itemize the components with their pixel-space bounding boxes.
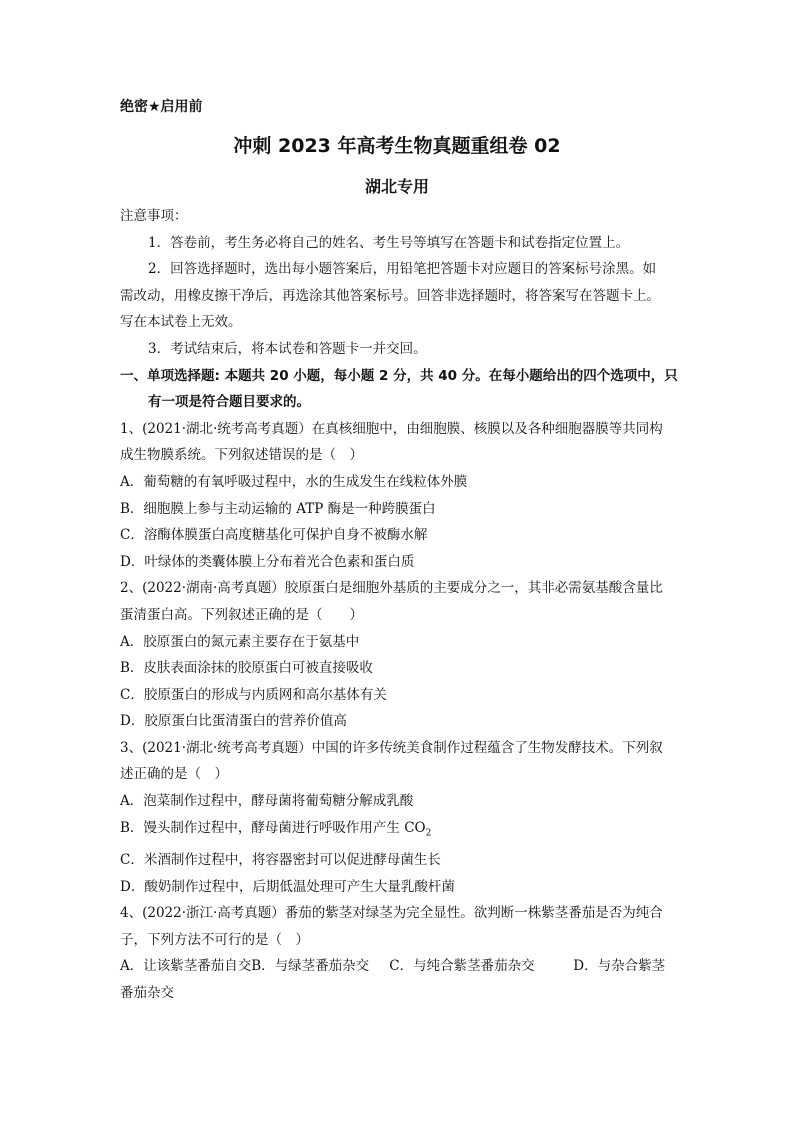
question-3-option-b (120, 815, 680, 847)
question-3-stem-line-2: 述正确的是（ ） (120, 766, 228, 783)
question-1-option-c: C．溶酶体膜蛋白高度糖基化可保护自身不被酶水解 (120, 527, 428, 544)
question-1-stem-line-2: 成生物膜系统。下列叙述错误的是（ ） (120, 447, 363, 464)
question-1-option-b: B．细胞膜上参与主动运输的 ATP 酶是一种跨膜蛋白 (120, 500, 436, 517)
question-4-option-c: C．与纯合紫茎番茄杂交 (389, 958, 535, 975)
question-3-option-a: A．泡菜制作过程中，酵母菌将葡萄糖分解成乳酸 (120, 793, 414, 810)
question-1-stem-line-1: 1、(2021·湖北·统考高考真题）在真核细胞中，由细胞膜、核膜以及各种细胞器膜等共同构 (120, 420, 663, 437)
question-4-stem-line-2: 子，下列方法不可行的是（ ） (120, 931, 309, 948)
question-3-option-d: D．酸奶制作过程中，后期低温处理可产生大量乳酸杆菌 (120, 878, 455, 895)
section-heading-line-2: 有一项是符合题目要求的。 (148, 394, 310, 411)
question-2-stem-line-1: 2、(2022·湖南·高考真题）胶原蛋白是细胞外基质的主要成分之一，其非必需氨基酸含量比 (120, 580, 663, 597)
question-4-option-b: B．与绿茎番茄杂交 (251, 958, 370, 975)
question-4-option-d: D．与杂合紫茎 (573, 958, 666, 975)
question-1-option-d: D．叶绿体的类囊体膜上分布着光合色素和蛋白质 (120, 553, 415, 570)
question-2-option-c: C．胶原蛋白的形成与内质网和高尔基体有关 (120, 686, 387, 703)
question-4-option-a: A．让该紫茎番茄自交 (120, 958, 252, 975)
notice-item-3: 3．考试结束后，将本试卷和答题卡一并交回。 (148, 340, 427, 357)
question-2-option-a: A．胶原蛋白的氮元素主要存在于氨基中 (120, 633, 360, 650)
notice-item-1: 1．答卷前，考生务必将自己的姓名、考生号等填写在答题卡和试卷指定位置上。 (148, 234, 630, 251)
question-3-stem-line-1: 3、(2021·湖北·统考高考真题）中国的许多传统美食制作过程蕴含了生物发酵技术。下列叙 (120, 739, 663, 756)
question-3-option-c: C．米酒制作过程中，将容器密封可以促进酵母菌生长 (120, 851, 441, 868)
confidential-label: 绝密★启用前 (120, 99, 203, 115)
question-3-option-b-text: B．馒头制作过程中，酵母菌进行呼吸作用产生 CO (120, 819, 426, 836)
exam-subtitle: 湖北专用 (364, 177, 429, 196)
question-2-option-d: D．胶原蛋白比蛋清蛋白的营养价值高 (120, 713, 347, 730)
section-heading-line-1: 一、单项选择题: 本题共 20 小题，每小题 2 分，共 40 分。在每小题给出的四个选项中，只 (120, 367, 678, 384)
exam-title: 冲刺 2023 年高考生物真题重组卷 02 (233, 135, 561, 157)
co2-subscript: 2 (425, 828, 432, 839)
notice-item-2-line-2: 需改动，用橡皮擦干净后，再选涂其他答案标号。回答非选择题时，将答案写在答题卡上。 (120, 287, 660, 304)
notice-item-2-line-1: 2．回答选择题时，选出每小题答案后，用铅笔把答题卡对应题目的答案标号涂黑。如 (148, 261, 657, 278)
question-4-options-row (120, 953, 680, 980)
question-4-option-d-continued: 番茄杂交 (120, 984, 174, 1001)
notice-item-2-line-3: 写在本试卷上无效。 (120, 314, 242, 331)
question-2-option-b: B．皮肤表面涂抹的胶原蛋白可被直接吸收 (120, 660, 373, 677)
question-2-stem-line-2: 蛋清蛋白高。下列叙述正确的是（ ） (120, 606, 363, 623)
question-4-stem-line-1: 4、(2022·浙江·高考真题）番茄的紫茎对绿茎为完全显性。欲判断一株紫茎番茄是否为纯合 (120, 905, 663, 922)
exam-body (120, 203, 680, 1007)
question-1-option-a: A．葡萄糖的有氧呼吸过程中，水的生成发生在线粒体外膜 (120, 473, 468, 490)
notice-heading: 注意事项： (120, 208, 188, 224)
